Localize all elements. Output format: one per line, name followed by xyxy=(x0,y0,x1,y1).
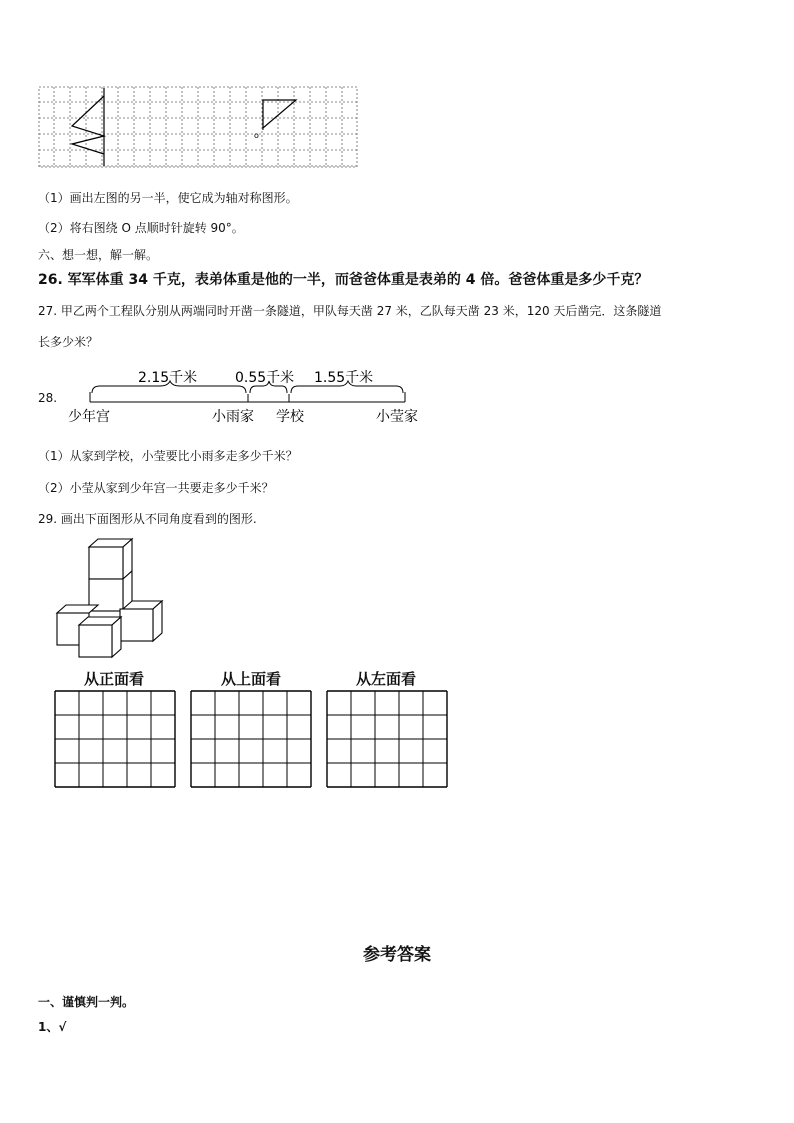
cube-stack-figure xyxy=(52,535,172,659)
left-view-label: 从左面看 xyxy=(355,670,416,688)
q28-sub1: （1）从家到学校，小莹要比小雨多走多少千米？ xyxy=(38,449,298,463)
distance-label-1: 2.15千米 xyxy=(138,370,198,386)
top-view-label: 从上面看 xyxy=(220,670,281,688)
q29-text: 29. 画出下面图形从不同角度看到的图形. xyxy=(38,512,257,526)
top-view-grid[interactable] xyxy=(190,690,312,790)
distance-label-2: 0.55千米 xyxy=(235,370,295,386)
place-youth-palace: 少年宫 xyxy=(68,409,110,425)
q27-line2: 长多少米？ xyxy=(38,335,99,349)
answers-section-1: 一、谨慎判一判。 xyxy=(38,995,135,1009)
place-xiaoying-home: 小莹家 xyxy=(376,409,418,425)
front-view-grid[interactable] xyxy=(54,690,176,790)
answer-1: 1、√ xyxy=(38,1020,67,1034)
q27-line1: 27. 甲乙两个工程队分别从两端同时开凿一条隧道，甲队每天凿 27 米，乙队每天凿 23 米，120 天后凿完．这条隧道 xyxy=(38,304,662,318)
route-diagram xyxy=(60,364,440,428)
answers-title: 参考答案 xyxy=(363,945,431,965)
q28-sub2: （2）小莹从家到少年宫一共要走多少千米？ xyxy=(38,481,274,495)
section-6-heading: 六、想一想，解一解。 xyxy=(38,248,159,262)
symmetry-rotation-grid xyxy=(38,86,360,170)
left-view-grid[interactable] xyxy=(326,690,448,790)
distance-label-3: 1.55千米 xyxy=(314,370,374,386)
place-xiaoyu-home: 小雨家 xyxy=(212,409,254,425)
place-school: 学校 xyxy=(276,409,304,425)
origin-label: o xyxy=(254,131,259,140)
q28-number: 28. xyxy=(38,391,58,405)
q26-text: 26. 军军体重 34 千克，表弟体重是他的一半，而爸爸体重是表弟的 4 倍。爸爸体重是多少千克？ xyxy=(38,272,649,288)
front-view-label: 从正面看 xyxy=(83,670,144,688)
q25-sub2: （2）将右图绕 O 点顺时针旋转 90°。 xyxy=(38,221,244,235)
q25-sub1: （1）画出左图的另一半，使它成为轴对称图形。 xyxy=(38,191,298,205)
